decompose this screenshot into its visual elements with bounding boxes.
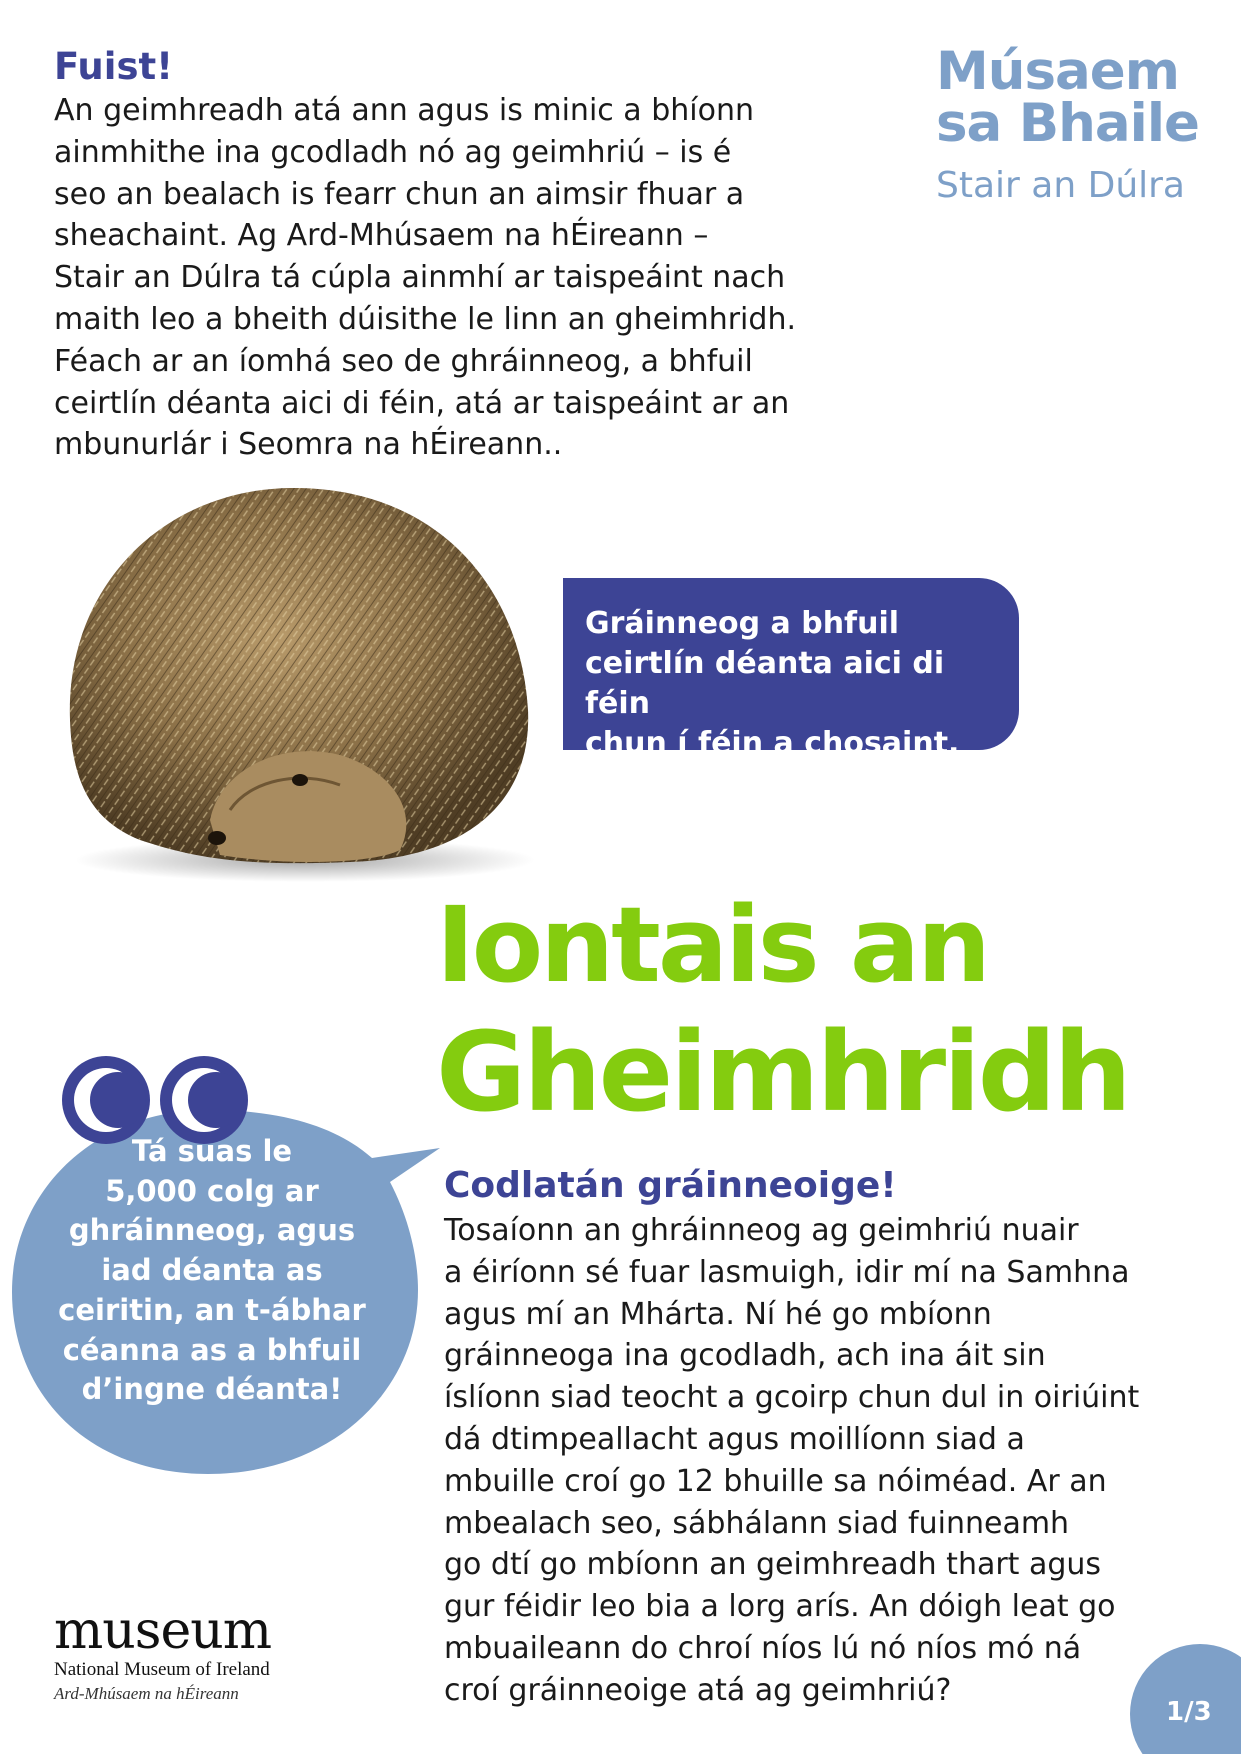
logo-wordmark: museum — [54, 1601, 272, 1661]
intro-line: Féach ar an íomhá seo de ghráinneog, a bhfuil — [54, 343, 753, 379]
caption-line: chun í féin a chosaint. — [585, 726, 960, 761]
fact-bubble-text — [48, 1132, 376, 1410]
fact-line: ceiritin, an t-ábhar — [58, 1292, 366, 1327]
fact-line: Tá suas le — [131, 1134, 293, 1168]
page-title-line2: Gheimhridh — [436, 1008, 1129, 1136]
museum-logo — [54, 1601, 384, 1706]
brand-title-line2: sa Bhaile — [936, 93, 1199, 154]
section-line: agus mí an Mhárta. Ní hé go mbíonn — [444, 1296, 992, 1332]
section-paragraph — [444, 1210, 1174, 1712]
section-line: a éiríonn sé fuar lasmuigh, idir mí na Samhna — [444, 1254, 1130, 1290]
caption-line: Gráinneog a bhfuil — [585, 606, 900, 641]
logo-irish-name: Ard-Mhúsaem na hÉireann — [54, 1684, 239, 1703]
section-line: dá dtimpeallacht agus moillíonn siad a — [444, 1421, 1025, 1457]
intro-line: ceirtlín déanta aici di féin, atá ar taispeáint ar an — [54, 385, 790, 421]
caption-line: ceirtlín déanta aici di féin — [585, 646, 945, 721]
fact-line: céanna as a bhfuil — [62, 1332, 362, 1367]
left-eye-icon — [62, 1056, 150, 1144]
logo-english-name: National Museum of Ireland — [54, 1659, 270, 1680]
section-line: croí gráinneoige atá ag geimhriú? — [444, 1672, 952, 1708]
image-caption — [585, 604, 999, 764]
image-caption-box — [563, 578, 1019, 761]
section-line: gur féidir leo bia a lorg arís. An dóigh leat go — [444, 1589, 1116, 1625]
intro-line: ainmhithe ina gcodladh nó ag geimhriú – is é — [54, 134, 732, 170]
section-line: mbuille croí go 12 bhuille sa nóiméad. Ar an — [444, 1463, 1107, 1499]
section-line: mbuaileann do chroí níos lú nó níos mó ná — [444, 1630, 1082, 1666]
intro-section — [54, 44, 854, 466]
page-title — [436, 884, 1129, 1136]
page-title-line1: Iontais an — [436, 884, 989, 1006]
section-line: go dtí go mbíonn an geimhreadh thart agus — [444, 1547, 1102, 1583]
fact-line: 5,000 colg ar — [105, 1173, 319, 1208]
hedgehog-image — [50, 470, 550, 890]
intro-heading: Fuist! — [54, 45, 174, 88]
intro-line: Stair an Dúlra tá cúpla ainmhí ar taispeáint nach — [54, 260, 786, 296]
fact-line: d’ingne déanta! — [81, 1372, 343, 1407]
intro-line: mbunurlár i Seomra na hÉireann.. — [54, 427, 563, 463]
brand-title-line1: Músaem — [936, 41, 1179, 102]
section-line: íslíonn siad teocht a gcoirp chun dul in oiriúint — [444, 1380, 1140, 1416]
right-eye-icon — [160, 1056, 248, 1144]
hibernation-section — [444, 1162, 1174, 1712]
intro-line: sheachaint. Ag Ard-Mhúsaem na hÉireann – — [54, 218, 709, 254]
intro-line: maith leo a bheith dúisithe le linn an gheimhridh. — [54, 301, 796, 337]
intro-line: An geimhreadh atá ann agus is minic a bhíonn — [54, 93, 755, 128]
section-heading: Codlatán gráinneoige! — [444, 1165, 897, 1206]
section-line: mbealach seo, sábhálann siad fuinneamh — [444, 1505, 1070, 1541]
fact-line: ghráinneog, agus — [68, 1213, 356, 1248]
brand-subtitle: Stair an Dúlra — [936, 165, 1185, 206]
section-line: Tosaíonn an ghráinneog ag geimhriú nuair — [444, 1213, 1079, 1248]
section-line: gráinneoga ina gcodladh, ach ina áit sin — [444, 1338, 1046, 1374]
fact-line: iad déanta as — [101, 1253, 323, 1288]
brand-block — [936, 41, 1226, 208]
page-number: 1/3 — [1166, 1697, 1212, 1727]
intro-line: seo an bealach is fearr chun an aimsir fhuar a — [54, 176, 745, 212]
intro-paragraph — [54, 90, 854, 466]
